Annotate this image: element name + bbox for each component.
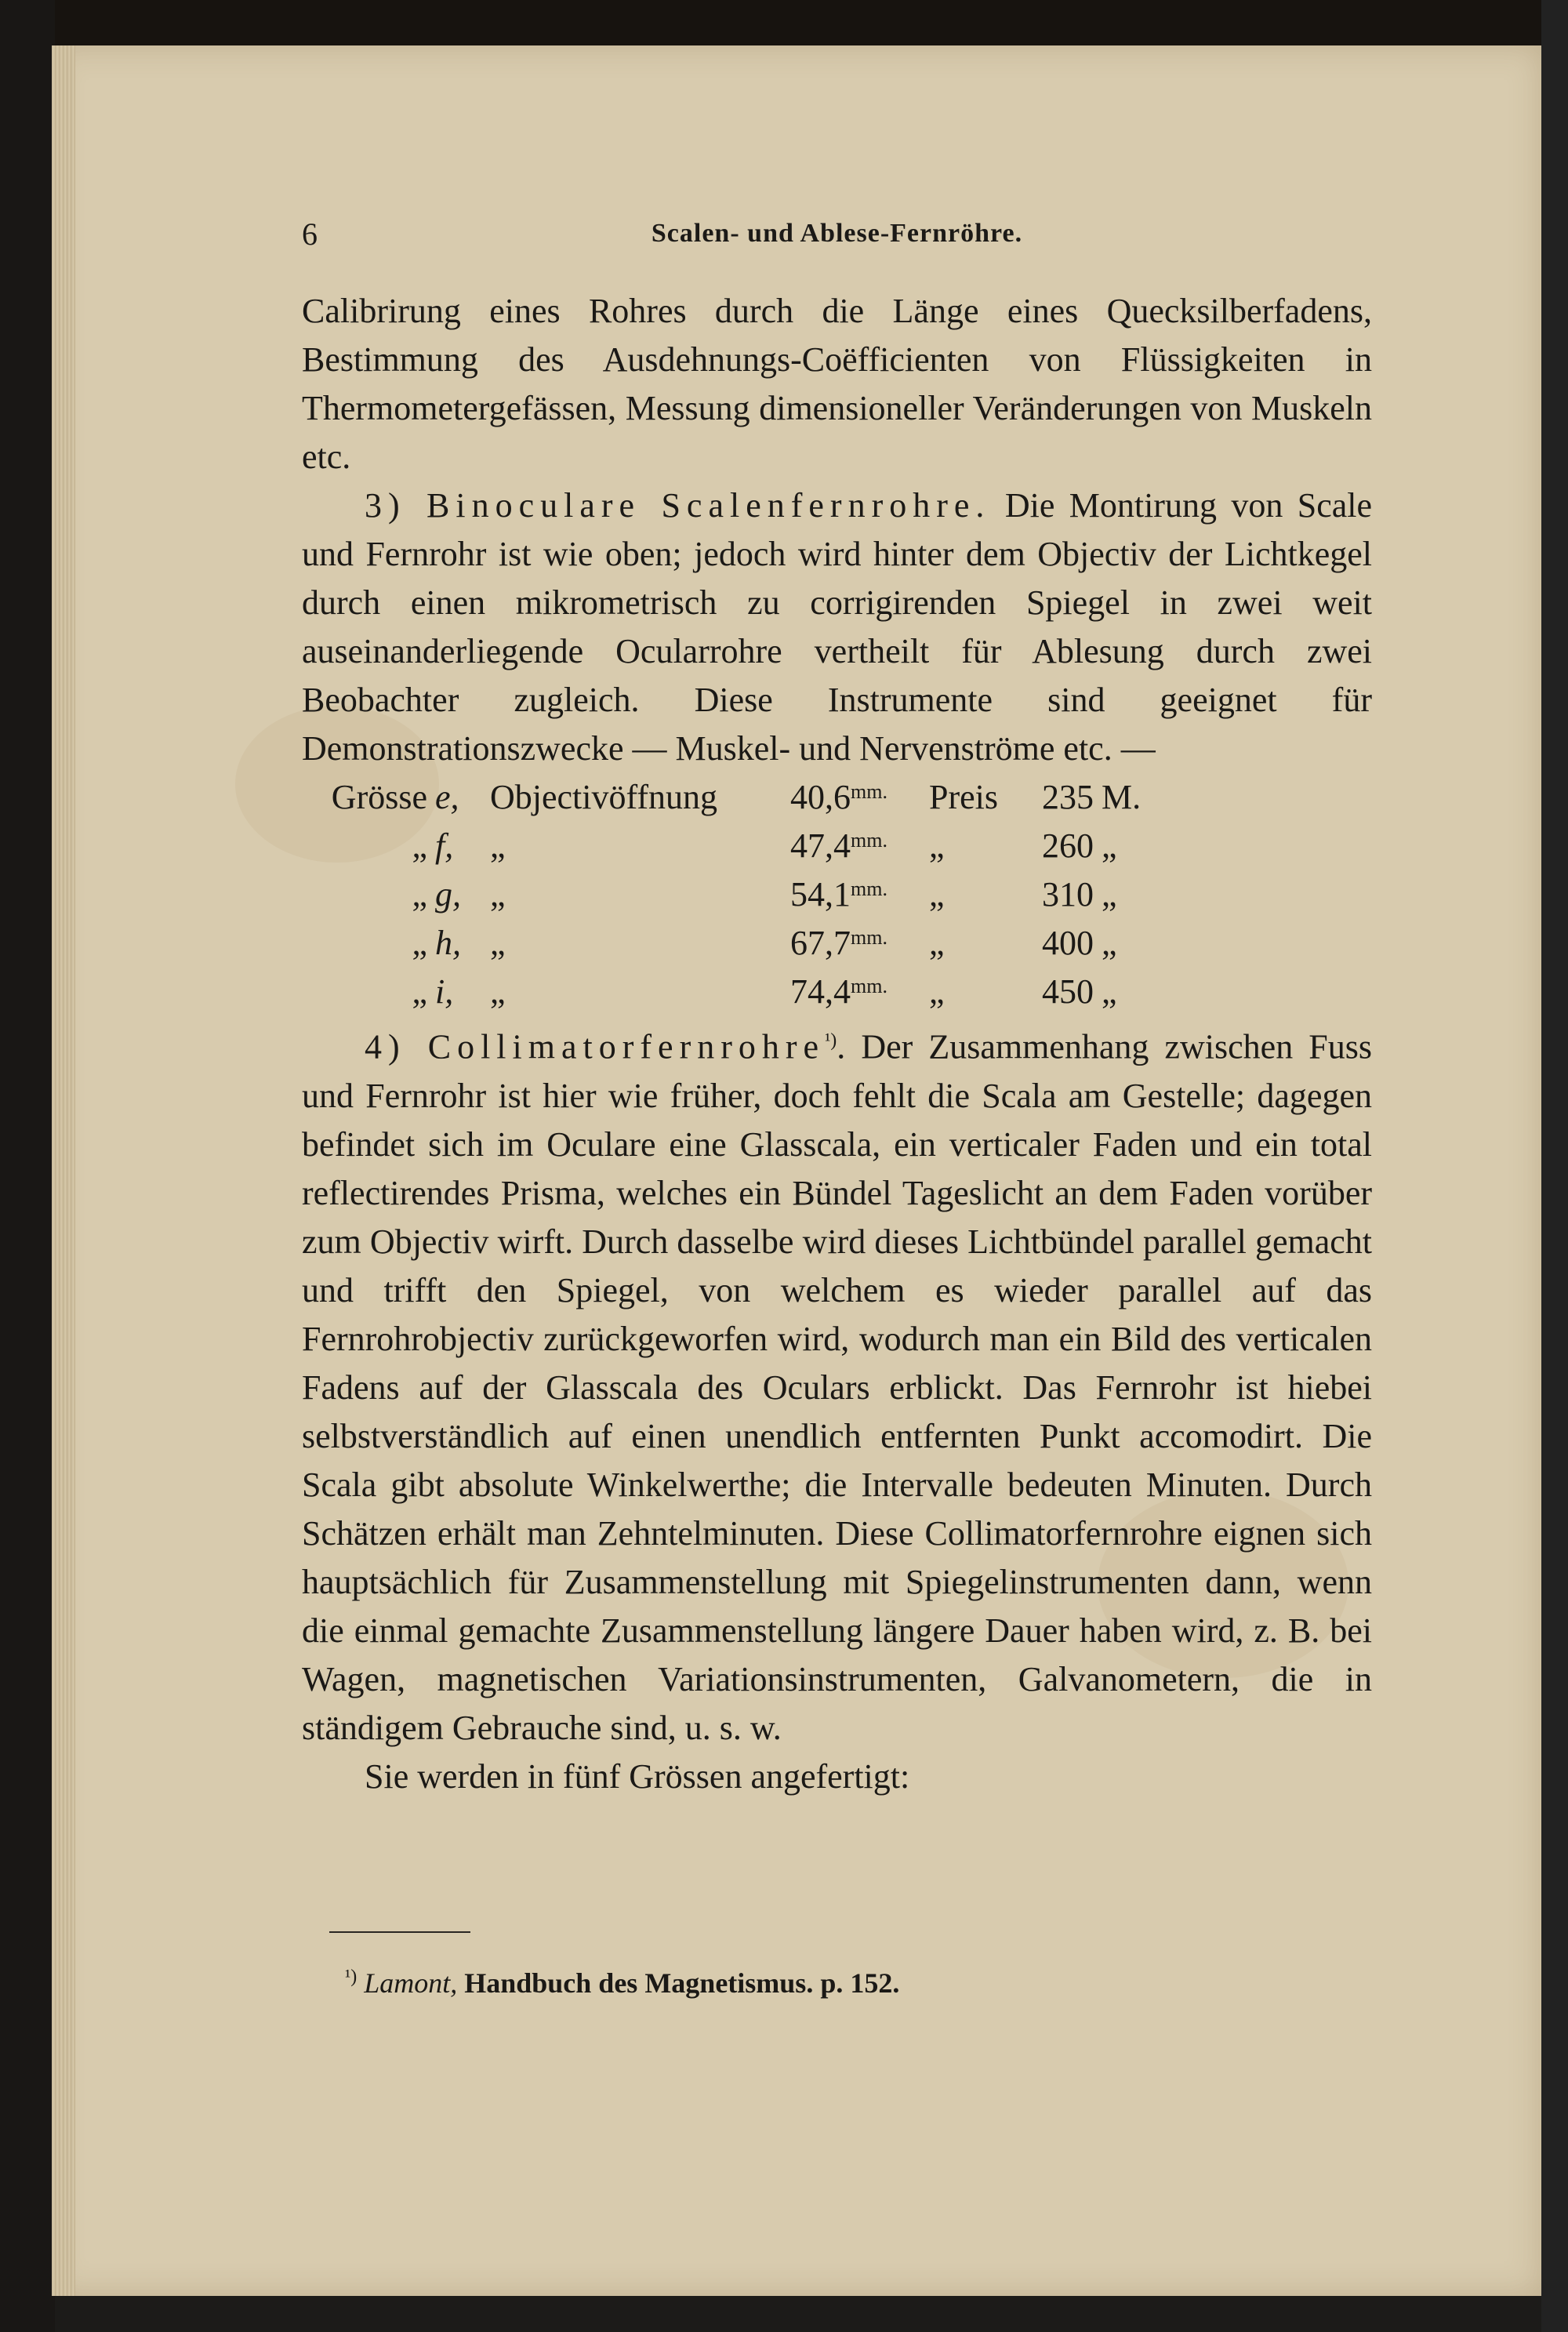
price-value: 400 — [1042, 924, 1094, 962]
objective-label: „ — [490, 972, 506, 1011]
paragraph-collimator-text: . Der Zusammenhang zwischen Fuss und Fernrohr ist hier wie früher, doch fehlt die Scala am Gestelle; dagegen befindet sich im Oculare eine Glasscala, ein verticaler Faden und ein total reflectirendes Prisma, welches ein Bündel Tageslicht an dem Faden vorüber zum Objectiv wirft. Durch dasselbe wird dieses Lichtbündel parallel gemacht und trifft den Spiegel, von welchem es wieder parallel auf das Fernrohrobjectiv zurückgeworfen wird, wodurch man ein Bild des verticalen Fadens auf der Glasscala des Oculars erblickt. Das Fernrohr ist hiebei selbstverständlich auf einen unendlich entfernten Punkt accomodirt. Die Scala gibt absolute Winkelwerthe; die Intervalle bedeuten Minuten. Durch Schätzen erhält man Zehntelminuten. Diese Collimatorfernrohre eignen sich hauptsächlich für Zusammenstellung mit Spiegelinstrumenten dann, wenn die einmal gemachte Zusammenstellung längere Dauer haben wird, z. B. bei Wagen, magnetischen Variationsinstrumenten, Galvanometern, die in ständigem Gebrauche sind, u. s. w. — [302, 1027, 1372, 1747]
price-currency: M. — [1102, 778, 1142, 816]
book-cover-left — [0, 0, 55, 2332]
paragraph-1: Calibrirung eines Rohres durch die Länge eines Quecksilberfadens, Bestimmung des Ausdehnungs-Coëfficienten von Flüssigkeiten in Thermometergefässen, Messung dimensioneller Veränderungen von Muskeln etc. — [302, 292, 1372, 476]
objective-label: Objectivöffnung — [490, 778, 718, 816]
price-label: „ — [929, 924, 945, 962]
price-value: 310 — [1042, 875, 1094, 914]
paragraph-binoculare-text: Die Montirung von Scale und Fernrohr ist wie oben; jedoch wird hinter dem Objectiv der Lichtkegel durch einen mikrometrisch zu corrigirenden Spiegel in zwei weit auseinanderliegende Ocularrohre vertheilt für Ablesung durch zwei Beobachter zugleich. Diese Instrumente sind geeignet für Demonstrationszwecke — Muskel- und Nervenströme etc. — — [302, 486, 1373, 768]
size-row-lead: Grösse — [331, 778, 427, 816]
page-edges — [52, 45, 75, 2296]
price-label: „ — [929, 875, 945, 914]
aperture-unit: mm. — [851, 926, 887, 949]
size-label: g, — [435, 875, 461, 914]
price-value: 235 — [1042, 778, 1094, 816]
objective-label: „ — [490, 924, 506, 962]
price-currency: „ — [1102, 972, 1117, 1011]
footnote-author: Lamont, — [364, 1967, 458, 1999]
objective-aperture: 40,6 — [790, 778, 851, 816]
aperture-unit: mm. — [851, 829, 887, 852]
section-heading-collimator: 4) Collimatorfernrohre — [365, 1027, 826, 1066]
objective-aperture: 74,4 — [790, 972, 851, 1011]
size-row — [302, 968, 1149, 1016]
size-row — [302, 773, 1149, 822]
size-row — [302, 822, 1149, 870]
size-row-lead: „ — [412, 826, 427, 865]
footnote-divider — [329, 1931, 470, 1933]
price-currency: „ — [1102, 924, 1117, 962]
size-price-table — [302, 773, 1149, 1016]
size-label: h, — [435, 924, 461, 962]
aperture-unit: mm. — [851, 975, 887, 997]
footnote — [345, 1967, 899, 2000]
footnote-text: Handbuch des Magnetismus. p. 152. — [464, 1967, 900, 1999]
paragraph-collimator — [302, 1016, 1372, 1753]
section-heading-binoculare: 3) Binoculare Scalenfernrohre. — [365, 486, 991, 525]
price-value: 260 — [1042, 826, 1094, 865]
body-text — [302, 287, 1372, 1801]
objective-aperture: 54,1 — [790, 875, 851, 914]
paragraph-sizes-intro: Sie werden in fünf Grössen angefertigt: — [365, 1756, 910, 1796]
aperture-unit: mm. — [851, 877, 887, 900]
size-label: f, — [435, 826, 454, 865]
objective-label: „ — [490, 875, 506, 914]
price-currency: „ — [1102, 826, 1117, 865]
book-frame-top — [0, 0, 1568, 45]
paragraph-binoculare — [302, 481, 1372, 773]
objective-aperture: 47,4 — [790, 826, 851, 865]
price-label: „ — [929, 826, 945, 865]
page-header — [302, 216, 1372, 255]
footnote-mark: ¹) — [345, 1967, 358, 1987]
book-edge-right — [1541, 0, 1568, 2332]
aperture-unit: mm. — [851, 780, 887, 803]
size-row — [302, 919, 1149, 968]
price-label: „ — [929, 972, 945, 1011]
size-row — [302, 870, 1149, 919]
page-number: 6 — [302, 216, 318, 252]
objective-label: „ — [490, 826, 506, 865]
size-row-lead: „ — [412, 972, 427, 1011]
objective-aperture: 67,7 — [790, 924, 851, 962]
size-row-lead: „ — [412, 924, 427, 962]
price-label: Preis — [929, 778, 999, 816]
running-title: Scalen- und Ablese-Fernröhre. — [651, 219, 1023, 248]
size-label: i, — [435, 972, 454, 1011]
price-currency: „ — [1102, 875, 1117, 914]
footnote-reference: ¹) — [825, 1030, 837, 1051]
price-value: 450 — [1042, 972, 1094, 1011]
size-label: e, — [435, 778, 459, 816]
size-row-lead: „ — [412, 875, 427, 914]
